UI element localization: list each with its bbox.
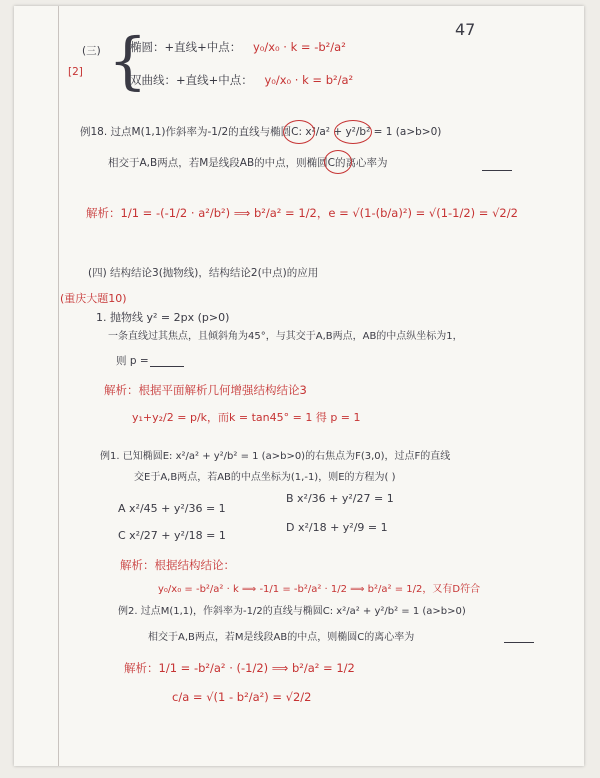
ex1-line2: 交E于A,B两点，若AB的中点坐标为(1,-1)，则E的方程为( ) xyxy=(134,472,396,483)
section4-title: (四) 结构结论3(抛物线)，结构结论2(中点)的应用 xyxy=(88,267,319,279)
sol2-title: 解析：根据结构结论： xyxy=(120,558,235,572)
option-d: D x²/18 + y²/9 = 1 xyxy=(286,521,388,534)
ex2-solution-2: c/a = √(1 - b²/a²) = √2/2 xyxy=(172,690,312,704)
ex2-blank xyxy=(504,642,534,643)
ex2-line1: 例2. 过点M(1,1)，作斜率为-1/2的直线与椭圆C: x²/a² + y²/b² = 1 (a>b>0) xyxy=(118,606,466,617)
ex2-line2: 相交于A,B两点，若M是线段AB的中点，则椭圆C的离心率为 xyxy=(148,632,415,643)
option-a: A x²/45 + y²/36 = 1 xyxy=(118,502,226,515)
q1-solution-line: y₁+y₂/2 = p/k，而k = tan45° = 1 得 p = 1 xyxy=(132,411,361,424)
circle-straight-line xyxy=(283,120,315,144)
ex18-line2: 相交于A,B两点，若M是线段AB的中点，则椭圆C的离心率为 xyxy=(108,157,388,169)
section4-tag: (重庆大题10) xyxy=(60,292,127,305)
q1-solution-title: 解析：根据平面解析几何增强结构结论3 xyxy=(104,383,307,397)
q1-line1: 1. 抛物线 y² = 2px (p>0) xyxy=(96,311,230,324)
section-label: (三) xyxy=(82,45,101,57)
ex1-line1: 例1. 已知椭圆E: x²/a² + y²/b² = 1 (a>b>0)的右焦点为F(3,0)，过点F的直线 xyxy=(100,451,451,462)
circle-midpoint xyxy=(324,150,352,174)
q1-blank xyxy=(150,366,184,367)
circle-ellipse xyxy=(334,120,372,144)
ellipse-formula: y₀/x₀ · k = -b²/a² xyxy=(252,40,346,54)
margin-tag: [2] xyxy=(68,66,83,78)
hyperbola-formula: y₀/x₀ · k = b²/a² xyxy=(264,73,354,87)
option-c: C x²/27 + y²/18 = 1 xyxy=(118,529,226,542)
q1-line3: 则 p = xyxy=(116,355,149,367)
curly-brace: { xyxy=(108,24,148,97)
ex18-solution: 解析：1/1 = -(-1/2 · a²/b²) ⟹ b²/a² = 1/2，e = √(1-(b/a)²) = √(1-1/2) = √2/2 xyxy=(86,206,518,220)
hyperbola-line: 双曲线：+直线+中点： y₀/x₀ · k = b²/a² xyxy=(130,73,354,87)
blank-line xyxy=(482,170,512,171)
margin-line xyxy=(58,6,59,766)
page-number: 47 xyxy=(455,20,476,39)
ellipse-line: 椭圆：+直线+中点： y₀/x₀ · k = -b²/a² xyxy=(130,40,346,54)
sol2-line: y₀/x₀ = -b²/a² · k ⟹ -1/1 = -b²/a² · 1/2 ⟹ b²/a² = 1/2，又有D符合 xyxy=(158,584,481,595)
q1-line2: 一条直线过其焦点，且倾斜角为45°，与其交于A,B两点，AB的中点纵坐标为1， xyxy=(108,331,463,342)
ex18-line1: 例18. 过点M(1,1)作斜率为-1/2的直线与椭圆C: x²/a² + y²/b² = 1 (a>b>0) xyxy=(80,126,442,138)
ex2-solution-1: 解析：1/1 = -b²/a² · (-1/2) ⟹ b²/a² = 1/2 xyxy=(124,661,355,675)
option-b: B x²/36 + y²/27 = 1 xyxy=(286,492,394,505)
